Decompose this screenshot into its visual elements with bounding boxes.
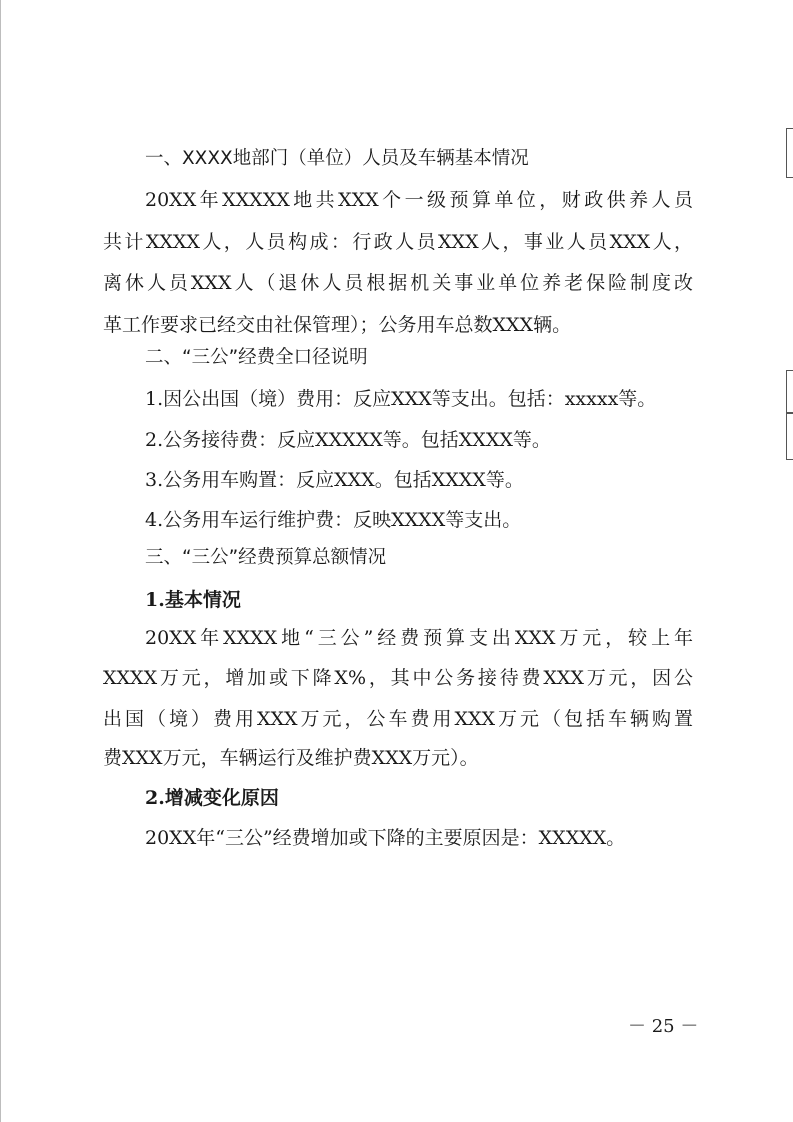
margin-mark: [786, 128, 793, 178]
paragraph-line: 革工作要求已经交由社保管理）；公务用车总数XXX辆。: [103, 314, 572, 336]
page-edge-line: [0, 0, 1, 1122]
paragraph-line: 离休人员XXX人（退休人员根据机关事业单位养老保险制度改: [103, 272, 693, 294]
paragraph-line: 费XXX万元，车辆运行及维护费XXX万元）。: [103, 747, 479, 769]
list-item: 4.公务用车运行维护费：反映XXXX等支出。: [145, 509, 522, 531]
paragraph-line: XXXX万元，增加或下降X%，其中公务接待费XXX万元，因公: [103, 667, 693, 689]
subsection-title: 2.增减变化原因: [145, 787, 279, 809]
section-2-heading: 二、“三公”经费全口径说明: [145, 347, 368, 368]
section-3-heading: 三、“三公”经费预算总额情况: [145, 547, 387, 568]
margin-mark: [786, 370, 793, 414]
margin-mark: [786, 412, 793, 460]
section-1-heading: 一、XXXX地部门（单位）人员及车辆基本情况: [145, 148, 529, 169]
list-item: 1.因公出国（境）费用：反应XXX等支出。包括：xxxxx等。: [145, 388, 657, 410]
paragraph-line: 20XX年XXXX地“三公”经费预算支出XXX万元，较上年: [145, 627, 693, 649]
paragraph-line: 20XX年“三公”经费增加或下降的主要原因是：XXXXX。: [145, 827, 626, 849]
subsection-title: 1.基本情况: [145, 589, 241, 611]
paragraph-line: 20XX年XXXXX地共XXX个一级预算单位，财政供养人员: [145, 189, 693, 211]
paragraph-line: 出国（境）费用XXX万元，公车费用XXX万元（包括车辆购置: [103, 708, 693, 730]
page-number: － 25 －: [628, 1016, 699, 1037]
paragraph-line: 共计XXXX人，人员构成：行政人员XXX人，事业人员XXX人，: [103, 231, 693, 253]
list-item: 3.公务用车购置：反应XXX。包括XXXX等。: [145, 469, 524, 491]
list-item: 2.公务接待费：反应XXXXX等。包括XXXX等。: [145, 429, 551, 451]
